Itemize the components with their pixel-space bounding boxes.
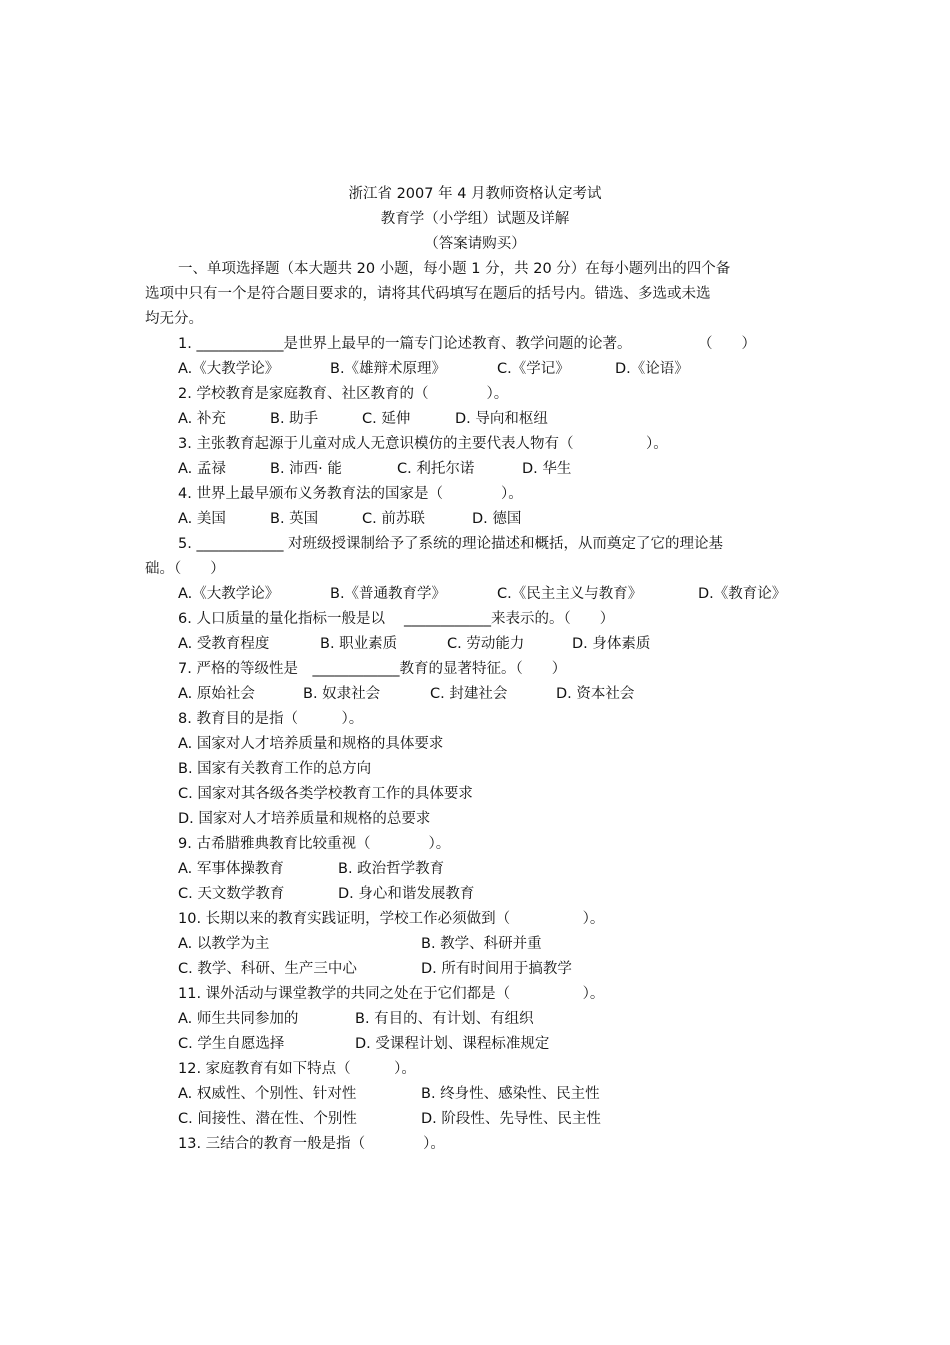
- question-12-option-a: A. 权威性、个别性、针对性: [178, 1086, 357, 1102]
- question-9-option-c: C. 天文数学教育: [178, 886, 285, 902]
- question-9-option-d: D. 身心和谐发展教育: [338, 886, 475, 902]
- question-2-option-d: D. 导向和枢纽: [455, 411, 548, 427]
- question-7-option-d: D. 资本社会: [556, 686, 635, 702]
- question-4-option-c: C. 前苏联: [362, 511, 425, 527]
- question-5-stem-continued: 础。（ ）: [145, 561, 225, 577]
- question-11-option-c: C. 学生自愿选择: [178, 1036, 285, 1052]
- question-1-option-a: A.《大教学论》: [178, 361, 280, 377]
- question-2-option-b: B. 助手: [270, 411, 319, 427]
- question-6-option-d: D. 身体素质: [572, 636, 651, 652]
- question-7-option-b: B. 奴隶社会: [303, 686, 381, 702]
- question-9-option-b: B. 政治哲学教育: [338, 861, 445, 877]
- question-7-option-c: C. 封建社会: [430, 686, 508, 702]
- question-9-stem: 9. 古希腊雅典教育比较重视（ ）。: [178, 836, 451, 852]
- question-8-option-a: A. 国家对人才培养质量和规格的具体要求: [178, 736, 444, 752]
- question-10-option-b: B. 教学、科研并重: [421, 936, 542, 952]
- question-5-option-d: D.《教育论》: [698, 586, 787, 602]
- question-3-option-d: D. 华生: [522, 461, 572, 477]
- question-5-option-a: A.《大教学论》: [178, 586, 280, 602]
- doc-title: 浙江省 2007 年 4 月教师资格认定考试: [348, 186, 602, 202]
- question-3-stem: 3. 主张教育起源于儿童对成人无意识模仿的主要代表人物有（ ）。: [178, 436, 668, 452]
- question-5-stem: 5. ____________ 对班级授课制给予了系统的理论描述和概括，从而奠定了它的理论基: [178, 536, 724, 552]
- question-1-stem: 1. ____________是世界上最早的一篇专门论述教育、教学问题的论著。: [178, 336, 632, 352]
- question-1-option-b: B.《雄辩术原理》: [330, 361, 447, 377]
- question-4-option-d: D. 德国: [472, 511, 522, 527]
- question-8-option-c: C. 国家对其各级各类学校教育工作的具体要求: [178, 786, 473, 802]
- question-6-option-a: A. 受教育程度: [178, 636, 270, 652]
- question-2-stem: 2. 学校教育是家庭教育、社区教育的（ ）。: [178, 386, 509, 402]
- question-10-option-c: C. 教学、科研、生产三中心: [178, 961, 357, 977]
- question-10-option-d: D. 所有时间用于搞教学: [421, 961, 572, 977]
- question-4-option-b: B. 英国: [270, 511, 319, 527]
- question-9-option-a: A. 军事体操教育: [178, 861, 284, 877]
- question-12-stem: 12. 家庭教育有如下特点（ ）。: [178, 1061, 416, 1077]
- question-1-option-d: D.《论语》: [615, 361, 689, 377]
- question-5-option-b: B.《普通教育学》: [330, 586, 447, 602]
- question-8-stem: 8. 教育目的是指（ ）。: [178, 711, 364, 727]
- section-instruction-line-2: 选项中只有一个是符合题目要求的，请将其代码填写在题后的括号内。错选、多选或未选: [145, 286, 711, 302]
- question-10-stem: 10. 长期以来的教育实践证明，学校工作必须做到（ ）。: [178, 911, 605, 927]
- question-3-option-a: A. 孟禄: [178, 461, 226, 477]
- question-11-option-d: D. 受课程计划、课程标准规定: [355, 1036, 550, 1052]
- question-12-option-c: C. 间接性、潜在性、个别性: [178, 1111, 357, 1127]
- question-10-option-a: A. 以教学为主: [178, 936, 270, 952]
- question-8-option-b: B. 国家有关教育工作的总方向: [178, 761, 372, 777]
- question-11-option-a: A. 师生共同参加的: [178, 1011, 299, 1027]
- question-13-stem: 13. 三结合的教育一般是指（ ）。: [178, 1136, 445, 1152]
- question-12-option-d: D. 阶段性、先导性、民主性: [421, 1111, 601, 1127]
- section-instruction-line-3: 均无分。: [145, 311, 203, 327]
- doc-note: （答案请购买）: [424, 236, 526, 252]
- question-2-option-c: C. 延伸: [362, 411, 411, 427]
- question-5-option-c: C.《民主主义与教育》: [497, 586, 643, 602]
- question-6-stem: 6. 人口质量的量化指标一般是以 ____________来表示的。（ ）: [178, 611, 615, 627]
- question-11-option-b: B. 有目的、有计划、有组织: [355, 1011, 534, 1027]
- question-6-option-b: B. 职业素质: [320, 636, 398, 652]
- question-4-option-a: A. 美国: [178, 511, 226, 527]
- question-7-option-a: A. 原始社会: [178, 686, 255, 702]
- question-7-stem: 7. 严格的等级性是 ____________教育的显著特征。（ ）: [178, 661, 567, 677]
- question-4-stem: 4. 世界上最早颁布义务教育法的国家是（ ）。: [178, 486, 523, 502]
- section-instruction-line-1: 一、单项选择题（本大题共 20 小题，每小题 1 分，共 20 分）在每小题列出的四个备: [178, 261, 731, 277]
- question-3-option-c: C. 利托尔诺: [397, 461, 475, 477]
- question-1-option-c: C.《学记》: [497, 361, 570, 377]
- question-2-option-a: A. 补充: [178, 411, 226, 427]
- question-8-option-d: D. 国家对人才培养质量和规格的总要求: [178, 811, 431, 827]
- question-11-stem: 11. 课外活动与课堂教学的共同之处在于它们都是（ ）。: [178, 986, 605, 1002]
- question-3-option-b: B. 沛西· 能: [270, 461, 342, 477]
- question-12-option-b: B. 终身性、感染性、民主性: [421, 1086, 600, 1102]
- question-1-paren: （ ）: [698, 336, 756, 352]
- question-6-option-c: C. 劳动能力: [447, 636, 525, 652]
- doc-subtitle: 教育学（小学组）试题及详解: [380, 211, 570, 227]
